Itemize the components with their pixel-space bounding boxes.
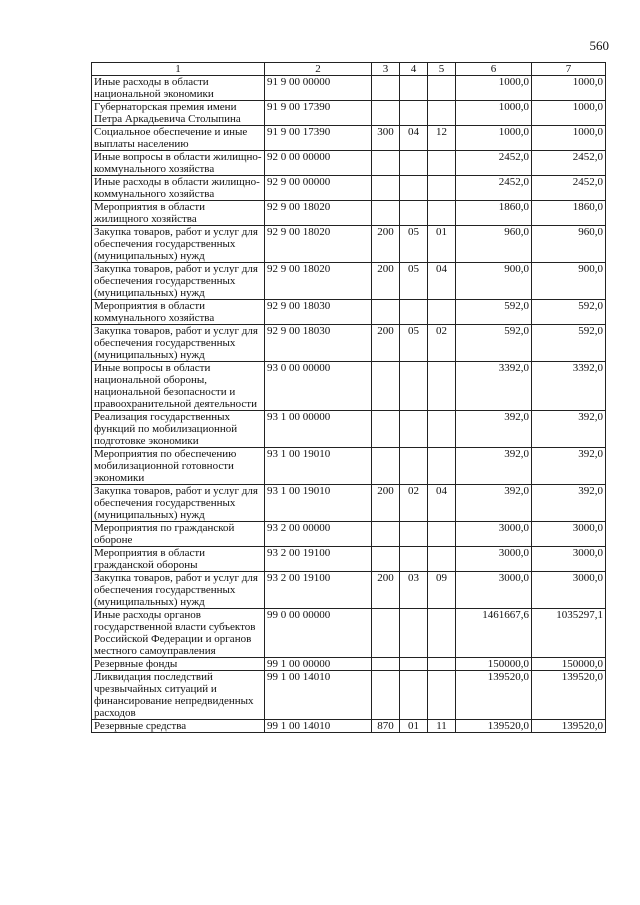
section-code <box>400 101 428 126</box>
section-code <box>400 300 428 325</box>
expense-type-code <box>372 101 400 126</box>
column-header-7: 7 <box>532 63 606 76</box>
section-code <box>400 76 428 101</box>
amount-column-7: 392,0 <box>532 411 606 448</box>
amount-column-6: 392,0 <box>456 485 532 522</box>
subsection-code <box>428 76 456 101</box>
subsection-code: 02 <box>428 325 456 362</box>
section-code <box>400 151 428 176</box>
expense-type-code: 200 <box>372 325 400 362</box>
row-name-cell: Мероприятия в области коммунального хозяйства <box>92 300 265 325</box>
target-article-code: 92 9 00 18020 <box>265 201 372 226</box>
expense-type-code <box>372 151 400 176</box>
row-name-cell: Мероприятия по обеспечению мобилизационной готовности экономики <box>92 448 265 485</box>
amount-column-6: 3000,0 <box>456 572 532 609</box>
amount-column-6: 1000,0 <box>456 126 532 151</box>
table-row <box>92 448 606 485</box>
table-row <box>92 547 606 572</box>
amount-column-7: 2452,0 <box>532 176 606 201</box>
target-article-code: 91 9 00 17390 <box>265 101 372 126</box>
expense-type-code <box>372 448 400 485</box>
target-article-code: 99 0 00 00000 <box>265 609 372 658</box>
amount-column-7: 592,0 <box>532 300 606 325</box>
expense-type-code <box>372 671 400 720</box>
subsection-code <box>428 101 456 126</box>
subsection-code <box>428 522 456 547</box>
row-name-cell: Иные вопросы в области жилищно-коммунального хозяйства <box>92 151 265 176</box>
subsection-code <box>428 362 456 411</box>
column-header-3: 3 <box>372 63 400 76</box>
amount-column-7: 592,0 <box>532 325 606 362</box>
subsection-code: 12 <box>428 126 456 151</box>
section-code <box>400 201 428 226</box>
expense-type-code <box>372 522 400 547</box>
table-row <box>92 101 606 126</box>
target-article-code: 93 2 00 00000 <box>265 522 372 547</box>
amount-column-6: 2452,0 <box>456 176 532 201</box>
expense-type-code <box>372 547 400 572</box>
target-article-code: 92 9 00 00000 <box>265 176 372 201</box>
amount-column-6: 3392,0 <box>456 362 532 411</box>
table-row <box>92 658 606 671</box>
subsection-code <box>428 176 456 201</box>
amount-column-6: 1461667,6 <box>456 609 532 658</box>
amount-column-7: 900,0 <box>532 263 606 300</box>
subsection-code <box>428 201 456 226</box>
target-article-code: 93 2 00 19100 <box>265 547 372 572</box>
row-name-cell: Губернаторская премия имени Петра Аркадьевича Столыпина <box>92 101 265 126</box>
amount-column-7: 150000,0 <box>532 658 606 671</box>
table-row <box>92 126 606 151</box>
expense-type-code: 200 <box>372 263 400 300</box>
section-code: 05 <box>400 263 428 300</box>
amount-column-7: 139520,0 <box>532 671 606 720</box>
column-header-2: 2 <box>265 63 372 76</box>
section-code <box>400 176 428 201</box>
row-name-cell: Иные расходы органов государственной власти субъектов Российской Федерации и органов местного самоуправления <box>92 609 265 658</box>
table-row <box>92 76 606 101</box>
target-article-code: 91 9 00 17390 <box>265 126 372 151</box>
target-article-code: 93 1 00 00000 <box>265 411 372 448</box>
amount-column-7: 3392,0 <box>532 362 606 411</box>
column-header-4: 4 <box>400 63 428 76</box>
subsection-code: 01 <box>428 226 456 263</box>
target-article-code: 92 9 00 18020 <box>265 263 372 300</box>
amount-column-6: 3000,0 <box>456 522 532 547</box>
amount-column-6: 392,0 <box>456 448 532 485</box>
amount-column-7: 3000,0 <box>532 572 606 609</box>
subsection-code: 04 <box>428 263 456 300</box>
subsection-code <box>428 671 456 720</box>
row-name-cell: Закупка товаров, работ и услуг для обеспечения государственных (муниципальных) нужд <box>92 226 265 263</box>
target-article-code: 92 9 00 18030 <box>265 300 372 325</box>
target-article-code: 91 9 00 00000 <box>265 76 372 101</box>
target-article-code: 92 9 00 18030 <box>265 325 372 362</box>
amount-column-7: 3000,0 <box>532 522 606 547</box>
row-name-cell: Иные расходы в области жилищно-коммунального хозяйства <box>92 176 265 201</box>
row-name-cell: Иные вопросы в области национальной обороны, национальной безопасности и правоохранительной деятельности <box>92 362 265 411</box>
table-row <box>92 720 606 733</box>
row-name-cell: Резервные средства <box>92 720 265 733</box>
amount-column-7: 2452,0 <box>532 151 606 176</box>
target-article-code: 99 1 00 00000 <box>265 658 372 671</box>
row-name-cell: Иные расходы в области национальной экономики <box>92 76 265 101</box>
table-row <box>92 325 606 362</box>
table-row <box>92 176 606 201</box>
section-code: 03 <box>400 572 428 609</box>
amount-column-7: 1000,0 <box>532 101 606 126</box>
row-name-cell: Закупка товаров, работ и услуг для обеспечения государственных (муниципальных) нужд <box>92 325 265 362</box>
expense-type-code: 870 <box>372 720 400 733</box>
table-row <box>92 609 606 658</box>
expense-type-code: 200 <box>372 572 400 609</box>
expense-type-code <box>372 658 400 671</box>
row-name-cell: Социальное обеспечение и иные выплаты населению <box>92 126 265 151</box>
table-row <box>92 362 606 411</box>
subsection-code <box>428 658 456 671</box>
amount-column-6: 139520,0 <box>456 720 532 733</box>
amount-column-6: 592,0 <box>456 325 532 362</box>
row-name-cell: Реализация государственных функций по мобилизационной подготовке экономики <box>92 411 265 448</box>
expense-type-code <box>372 201 400 226</box>
row-name-cell: Мероприятия в области гражданской обороны <box>92 547 265 572</box>
section-code <box>400 362 428 411</box>
expense-type-code <box>372 176 400 201</box>
amount-column-7: 1860,0 <box>532 201 606 226</box>
amount-column-7: 392,0 <box>532 485 606 522</box>
amount-column-7: 139520,0 <box>532 720 606 733</box>
section-code <box>400 522 428 547</box>
target-article-code: 93 1 00 19010 <box>265 448 372 485</box>
amount-column-6: 150000,0 <box>456 658 532 671</box>
table-row <box>92 485 606 522</box>
target-article-code: 99 1 00 14010 <box>265 720 372 733</box>
table-row <box>92 572 606 609</box>
column-header-5: 5 <box>428 63 456 76</box>
subsection-code: 04 <box>428 485 456 522</box>
amount-column-7: 1000,0 <box>532 76 606 101</box>
table-row <box>92 300 606 325</box>
subsection-code: 09 <box>428 572 456 609</box>
table-row <box>92 226 606 263</box>
amount-column-6: 1000,0 <box>456 76 532 101</box>
expense-type-code: 300 <box>372 126 400 151</box>
page-number: 560 <box>589 38 609 53</box>
expense-type-code: 200 <box>372 226 400 263</box>
section-code <box>400 671 428 720</box>
subsection-code <box>428 151 456 176</box>
section-code <box>400 547 428 572</box>
amount-column-6: 900,0 <box>456 263 532 300</box>
target-article-code: 93 0 00 00000 <box>265 362 372 411</box>
amount-column-6: 392,0 <box>456 411 532 448</box>
section-code <box>400 658 428 671</box>
budget-table <box>91 62 606 733</box>
table-body <box>92 76 606 733</box>
subsection-code <box>428 411 456 448</box>
expense-type-code: 200 <box>372 485 400 522</box>
section-code <box>400 448 428 485</box>
row-name-cell: Закупка товаров, работ и услуг для обеспечения государственных (муниципальных) нужд <box>92 485 265 522</box>
row-name-cell: Мероприятия по гражданской обороне <box>92 522 265 547</box>
row-name-cell: Ликвидация последствий чрезвычайных ситуаций и финансирование непредвиденных расходов <box>92 671 265 720</box>
row-name-cell: Резервные фонды <box>92 658 265 671</box>
amount-column-7: 392,0 <box>532 448 606 485</box>
section-code: 05 <box>400 325 428 362</box>
row-name-cell: Мероприятия в области жилищного хозяйства <box>92 201 265 226</box>
amount-column-6: 139520,0 <box>456 671 532 720</box>
column-header-6: 6 <box>456 63 532 76</box>
section-code <box>400 609 428 658</box>
column-header-1: 1 <box>92 63 265 76</box>
target-article-code: 92 9 00 18020 <box>265 226 372 263</box>
amount-column-7: 1000,0 <box>532 126 606 151</box>
subsection-code <box>428 300 456 325</box>
section-code: 04 <box>400 126 428 151</box>
table-row <box>92 263 606 300</box>
section-code <box>400 411 428 448</box>
amount-column-6: 1860,0 <box>456 201 532 226</box>
expense-type-code <box>372 300 400 325</box>
subsection-code <box>428 609 456 658</box>
section-code: 01 <box>400 720 428 733</box>
expense-type-code <box>372 411 400 448</box>
amount-column-7: 960,0 <box>532 226 606 263</box>
amount-column-6: 2452,0 <box>456 151 532 176</box>
table-row <box>92 411 606 448</box>
row-name-cell: Закупка товаров, работ и услуг для обеспечения государственных (муниципальных) нужд <box>92 263 265 300</box>
section-code: 05 <box>400 226 428 263</box>
subsection-code <box>428 448 456 485</box>
subsection-code <box>428 547 456 572</box>
expense-type-code <box>372 362 400 411</box>
table-row <box>92 201 606 226</box>
amount-column-6: 960,0 <box>456 226 532 263</box>
table-row <box>92 522 606 547</box>
amount-column-6: 1000,0 <box>456 101 532 126</box>
amount-column-7: 3000,0 <box>532 547 606 572</box>
table-row <box>92 151 606 176</box>
subsection-code: 11 <box>428 720 456 733</box>
table-header-row <box>92 63 606 76</box>
amount-column-7: 1035297,1 <box>532 609 606 658</box>
amount-column-6: 3000,0 <box>456 547 532 572</box>
expense-type-code <box>372 609 400 658</box>
row-name-cell: Закупка товаров, работ и услуг для обеспечения государственных (муниципальных) нужд <box>92 572 265 609</box>
amount-column-6: 592,0 <box>456 300 532 325</box>
target-article-code: 93 2 00 19100 <box>265 572 372 609</box>
target-article-code: 93 1 00 19010 <box>265 485 372 522</box>
section-code: 02 <box>400 485 428 522</box>
expense-type-code <box>372 76 400 101</box>
target-article-code: 99 1 00 14010 <box>265 671 372 720</box>
table-row <box>92 671 606 720</box>
target-article-code: 92 0 00 00000 <box>265 151 372 176</box>
